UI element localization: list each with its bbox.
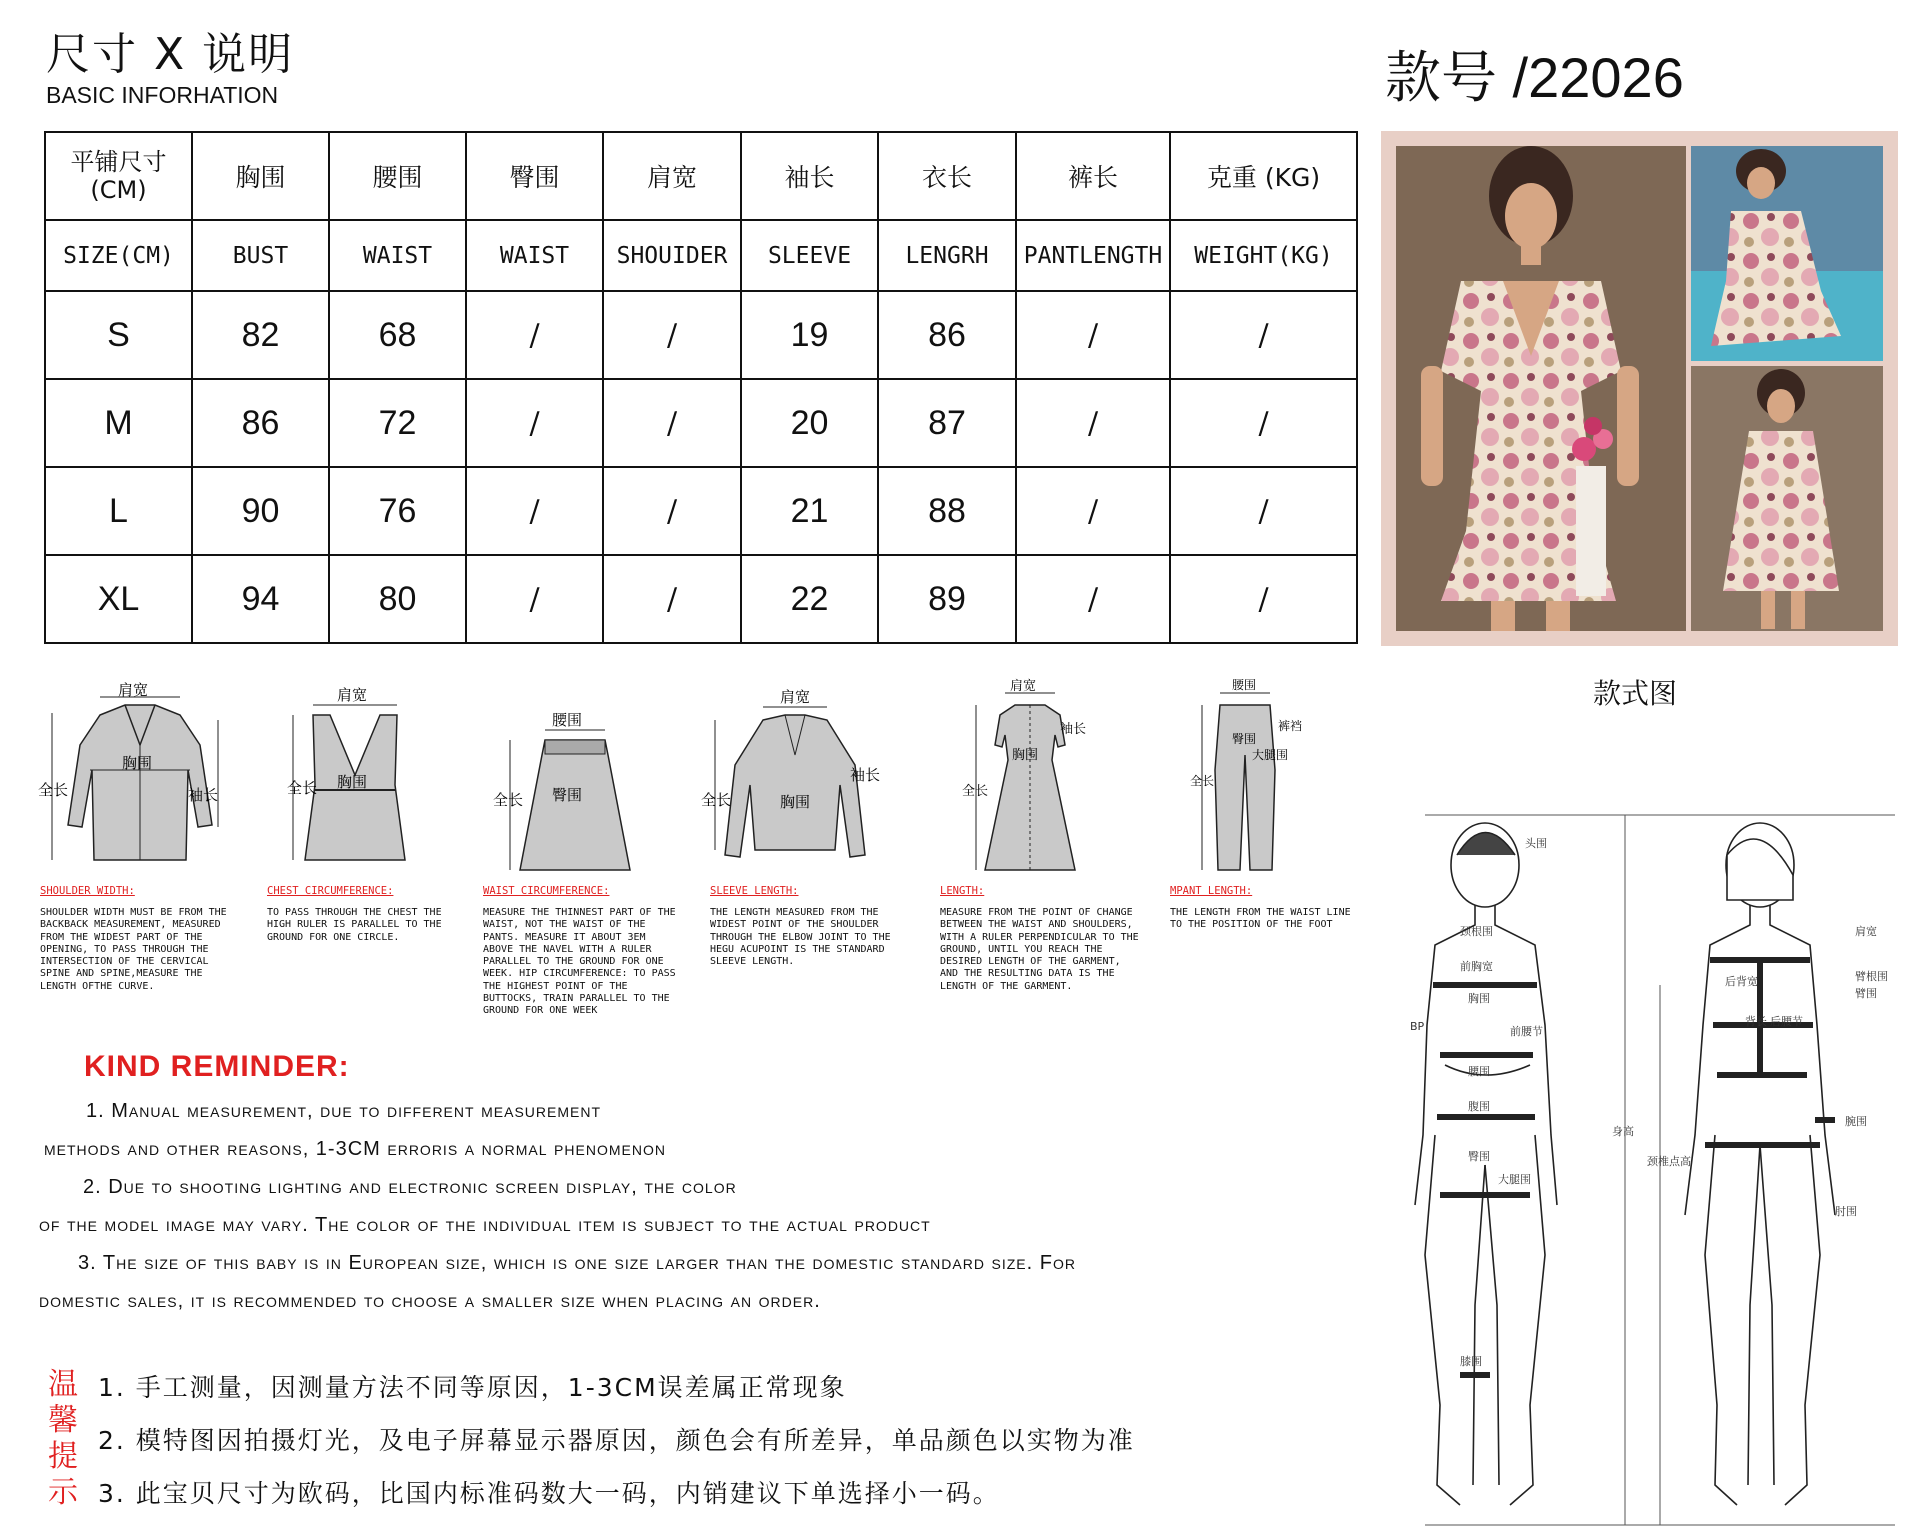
header-cell: 胸围 bbox=[192, 132, 329, 220]
body-measurement-diagram bbox=[1365, 785, 1905, 1530]
diagram-label: 臀围 bbox=[1468, 1150, 1490, 1163]
value-cell: / bbox=[603, 291, 741, 379]
fig-heading: CHEST CIRCUMFERENCE: bbox=[267, 885, 394, 897]
header-cell: SHOUIDER bbox=[603, 220, 741, 291]
value-cell: 76 bbox=[329, 467, 466, 555]
value-cell: 89 bbox=[878, 555, 1016, 643]
reminder-cn-line: 2. 模特图因拍摄灯光，及电子屏幕显示器原因，颜色会有所差异，单品颜色以实物为准 bbox=[98, 1426, 1135, 1455]
diagram-label: BP bbox=[1410, 1020, 1425, 1033]
fig-description: MEASURE THE THINNEST PART OF THE WAIST, NOT THE WAIST OF THE PANTS. MEASURE IT ABOUT 3EM ABOVE THE NAVEL WITH A RULER PARALLEL TO THE GROUND FOR ONE WEEK. HIP CIRCUMFERENCE: TO PASS THE HIGHEST POINT OF THE BUTTOCKS, TRAIN PARALLEL TO THE GROUND FOR ONE WEEK bbox=[483, 907, 676, 1017]
reminder-line: 1. Manual measurement, due to different measurement bbox=[86, 1100, 602, 1122]
value-cell: 19 bbox=[741, 291, 878, 379]
fig-label: 袖长 bbox=[188, 786, 219, 804]
header-cell: WEIGHT(KG) bbox=[1170, 220, 1357, 291]
value-cell: 80 bbox=[329, 555, 466, 643]
reminder-title: KIND REMINDER: bbox=[84, 1050, 350, 1083]
fig-label: 袖长 bbox=[850, 766, 881, 784]
size-cell: S bbox=[45, 291, 192, 379]
top-measure-figure bbox=[275, 675, 435, 875]
fig-label: 肩宽 bbox=[337, 686, 368, 704]
header-cell: 袖长 bbox=[741, 132, 878, 220]
reminder-line: 2. Due to shooting lighting and electronic screen display, the color bbox=[83, 1176, 737, 1198]
value-cell: / bbox=[603, 555, 741, 643]
table-row bbox=[45, 555, 1357, 643]
value-cell: / bbox=[603, 467, 741, 555]
fig-label: 全长 bbox=[962, 784, 989, 799]
value-cell: / bbox=[1016, 291, 1170, 379]
diagram-label: 腕围 bbox=[1845, 1115, 1867, 1128]
value-cell: / bbox=[466, 555, 603, 643]
value-cell: 87 bbox=[878, 379, 1016, 467]
diagram-label: 膝围 bbox=[1460, 1355, 1482, 1368]
diagram-label: 后腰节 bbox=[1770, 1015, 1803, 1028]
fig-heading: WAIST CIRCUMFERENCE: bbox=[483, 885, 610, 897]
header-cell: SLEEVE bbox=[741, 220, 878, 291]
header-cell: 腰围 bbox=[329, 132, 466, 220]
table-row bbox=[45, 467, 1357, 555]
value-cell: / bbox=[1170, 379, 1357, 467]
style-caption: 款式图 bbox=[1593, 677, 1678, 710]
fig-description: TO PASS THROUGH THE CHEST THE HIGH RULER IS PARALLEL TO THE GROUND FOR ONE CIRCLE. bbox=[267, 907, 442, 943]
dress-measure-figure bbox=[960, 675, 1100, 875]
fig-heading: SLEEVE LENGTH: bbox=[710, 885, 799, 897]
fig-label: 胸围 bbox=[122, 754, 153, 772]
value-cell: 88 bbox=[878, 467, 1016, 555]
fig-heading: LENGTH: bbox=[940, 885, 985, 897]
table-header-cn bbox=[45, 132, 1357, 220]
fig-label: 全长 bbox=[1190, 774, 1215, 788]
fig-description: THE LENGTH MEASURED FROM THE WIDEST POINT OF THE SHOULDER THROUGH THE ELBOW JOINT TO THE HEGU ACUPOINT IS THE STANDARD SLEEVE LENGTH. bbox=[710, 907, 891, 968]
fig-heading: SHOULDER WIDTH: bbox=[40, 885, 135, 897]
value-cell: / bbox=[1016, 467, 1170, 555]
reminder-cn-line: 1. 手工测量，因测量方法不同等原因，1-3CM误差属正常现象 bbox=[98, 1373, 847, 1402]
diagram-label: 前胸宽 bbox=[1460, 960, 1493, 973]
skirt-measure-figure bbox=[490, 675, 650, 875]
table-row bbox=[45, 291, 1357, 379]
diagram-label: 身高 bbox=[1612, 1125, 1634, 1138]
value-cell: 21 bbox=[741, 467, 878, 555]
value-cell: / bbox=[466, 291, 603, 379]
fig-label: 大腿围 bbox=[1252, 748, 1289, 762]
reminder-line: domestic sales, it is recommended to choose a smaller size when placing an order. bbox=[39, 1290, 821, 1312]
header-cell: BUST bbox=[192, 220, 329, 291]
value-cell: 68 bbox=[329, 291, 466, 379]
diagram-label: 腹围 bbox=[1468, 1100, 1490, 1113]
diagram-label: 肩宽 bbox=[1855, 925, 1877, 938]
fig-label: 胸围 bbox=[337, 773, 368, 791]
diagram-label: 后背宽 bbox=[1725, 975, 1758, 988]
fig-label: 胸围 bbox=[780, 793, 811, 811]
fig-label: 腰围 bbox=[1232, 678, 1257, 692]
header-cell: WAIST bbox=[329, 220, 466, 291]
value-cell: 22 bbox=[741, 555, 878, 643]
value-cell: 86 bbox=[192, 379, 329, 467]
header-cell: WAIST bbox=[466, 220, 603, 291]
diagram-label: 头围 bbox=[1525, 837, 1547, 850]
jacket-measure-figure bbox=[40, 675, 230, 875]
header-cell: 平铺尺寸 (CM) bbox=[45, 132, 192, 220]
fig-label: 胸围 bbox=[1012, 748, 1039, 763]
diagram-label: 肘围 bbox=[1835, 1205, 1857, 1218]
product-photo bbox=[1381, 131, 1898, 646]
fig-label: 全长 bbox=[38, 781, 69, 799]
table-row bbox=[45, 379, 1357, 467]
value-cell: 72 bbox=[329, 379, 466, 467]
reminder-cn-label: 温馨提示 bbox=[48, 1367, 78, 1510]
header-cell: PANTLENGTH bbox=[1016, 220, 1170, 291]
header-cell: SIZE(CM) bbox=[45, 220, 192, 291]
fig-description: THE LENGTH FROM THE WAIST LINE TO THE POSITION OF THE FOOT bbox=[1170, 907, 1351, 931]
info-title: 尺寸 X 说明 bbox=[46, 29, 295, 80]
fig-label: 腰围 bbox=[552, 711, 583, 729]
header-cell: 衣长 bbox=[878, 132, 1016, 220]
size-cell: M bbox=[45, 379, 192, 467]
sweater-measure-figure bbox=[701, 675, 890, 875]
header-cell: 臀围 bbox=[466, 132, 603, 220]
value-cell: 82 bbox=[192, 291, 329, 379]
size-table bbox=[44, 131, 1358, 644]
value-cell: 20 bbox=[741, 379, 878, 467]
fig-heading: MPANT LENGTH: bbox=[1170, 885, 1253, 897]
diagram-label: 颈根围 bbox=[1460, 925, 1493, 938]
style-number: 款号 /22026 bbox=[1385, 46, 1684, 109]
fig-label: 裤裆 bbox=[1278, 719, 1303, 733]
value-cell: / bbox=[1170, 467, 1357, 555]
reminder-line: methods and other reasons, 1-3CM erroris a normal phenomenon bbox=[44, 1138, 666, 1160]
reminder-line: 3. The size of this baby is in European size, which is one size larger than the domestic standard size. For bbox=[78, 1252, 1076, 1274]
value-cell: / bbox=[1170, 291, 1357, 379]
header-cell: 克重 (KG) bbox=[1170, 132, 1357, 220]
value-cell: 90 bbox=[192, 467, 329, 555]
table-header-en bbox=[45, 220, 1357, 291]
value-cell: 94 bbox=[192, 555, 329, 643]
value-cell: / bbox=[603, 379, 741, 467]
value-cell: / bbox=[1016, 379, 1170, 467]
reminder-line: of the model image may vary. The color of the individual item is subject to the actual product bbox=[39, 1214, 931, 1236]
value-cell: / bbox=[1170, 555, 1357, 643]
diagram-label: 颈椎点高 bbox=[1647, 1155, 1691, 1168]
diagram-label: 臂围 bbox=[1855, 987, 1877, 1000]
fig-label: 肩宽 bbox=[780, 688, 811, 706]
fig-label: 臀围 bbox=[1232, 732, 1257, 746]
reminder-cn-line: 3. 此宝贝尺寸为欧码，比国内标准码数大一码，内销建议下单选择小一码。 bbox=[98, 1479, 1000, 1508]
fig-description: MEASURE FROM THE POINT OF CHANGE BETWEEN THE WAIST AND SHOULDERS, WITH A RULER PERPENDICULAR TO THE GROUND, UNTIL YOU REACH THE DESIRED LENGTH OF THE GARMENT, AND THE RESULTING DATA IS THE LENGTH OF THE GARMENT. bbox=[940, 907, 1139, 992]
diagram-label: 前腰节 bbox=[1510, 1025, 1543, 1038]
diagram-label: 大腿围 bbox=[1498, 1173, 1531, 1186]
value-cell: / bbox=[1016, 555, 1170, 643]
header-cell: 肩宽 bbox=[603, 132, 741, 220]
pants-measure-figure bbox=[1190, 675, 1320, 875]
value-cell: 86 bbox=[878, 291, 1016, 379]
diagram-label: 腰围 bbox=[1468, 1065, 1490, 1078]
fig-description: SHOULDER WIDTH MUST BE FROM THE BACKBACK MEASUREMENT, MEASURED FROM THE WIDEST PART OF THE OPENING, TO PASS THROUGH THE INTERSECTION OF THE CERVICAL SPINE AND SPINE,MEASURE THE LENGTH OFTHE CURVE. bbox=[40, 907, 227, 992]
diagram-label: 背长 bbox=[1745, 1015, 1767, 1028]
diagram-label: 臂根围 bbox=[1855, 970, 1888, 983]
fig-label: 全长 bbox=[287, 779, 318, 797]
diagram-label: 胸围 bbox=[1468, 992, 1490, 1005]
fig-label: 袖长 bbox=[1060, 722, 1087, 737]
fig-label: 臀围 bbox=[552, 786, 583, 804]
fig-label: 肩宽 bbox=[118, 681, 149, 699]
fig-label: 全长 bbox=[493, 791, 524, 809]
fig-label: 全长 bbox=[701, 791, 732, 809]
fig-label: 肩宽 bbox=[1010, 679, 1037, 694]
header-cell: LENGRH bbox=[878, 220, 1016, 291]
info-subtitle: BASIC INFORHATION bbox=[46, 82, 279, 108]
value-cell: / bbox=[466, 467, 603, 555]
value-cell: / bbox=[466, 379, 603, 467]
size-cell: XL bbox=[45, 555, 192, 643]
size-cell: L bbox=[45, 467, 192, 555]
header-cell: 裤长 bbox=[1016, 132, 1170, 220]
